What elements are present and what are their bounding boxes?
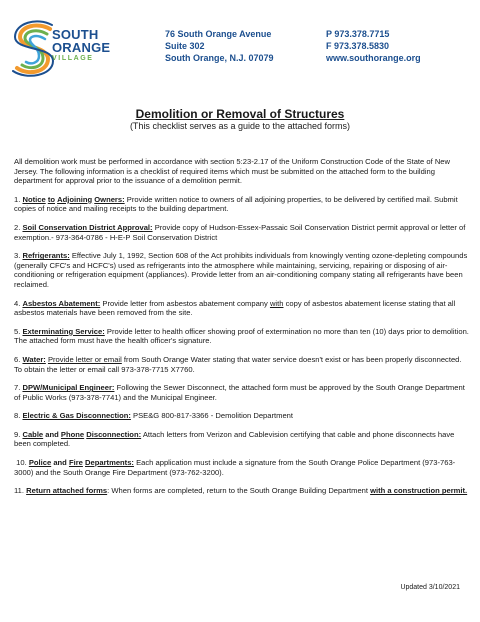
item-text: : When forms are completed, return to the South Orange Building Department xyxy=(107,486,371,496)
item-text: Provide written notice to owners of all adjoining properties, to be delivered by certified mail. Submit copies of notice and mailing receipts to the building department. xyxy=(14,194,458,214)
item-number: 1. xyxy=(14,194,21,204)
item-number: 8. xyxy=(14,411,21,421)
item-label: Phone xyxy=(60,429,85,439)
item-text: Provide letter to health officer showing proof of extermination no more than ten (10) days prior to demolition. The attached form must have the health officer's signature. xyxy=(14,326,469,346)
item-label: Exterminating Service: xyxy=(22,326,105,336)
item-text: Following the Sewer Disconnect, the attached form must be approved by the South Orange Department of Public Works (973-378-7741) and the Municipal Engineer. xyxy=(14,383,465,402)
item-label: and xyxy=(45,429,59,439)
fax-number: F 973.378.5830 xyxy=(326,41,390,51)
checklist-item-water xyxy=(14,355,469,374)
item-text: Attach letters from Verizon and Cablevision certifying that cable and phone disconnects have been completed. xyxy=(14,429,455,449)
document-title: Demolition or Removal of Structures xyxy=(135,107,345,121)
checklist-item-refrigerants xyxy=(14,251,469,289)
item-text: PSE&G 800-817-3366 - Demolition Department xyxy=(133,411,294,421)
item-number: 7. xyxy=(14,383,21,393)
item-label: Return attached forms xyxy=(26,486,108,496)
checklist-item-police-fire xyxy=(14,458,469,477)
item-number: 2. xyxy=(14,222,21,232)
address-block xyxy=(165,28,274,64)
checklist-item-notice xyxy=(14,195,469,214)
item-label: Police xyxy=(28,458,52,468)
checklist-body xyxy=(14,157,469,505)
contact-block xyxy=(326,28,421,64)
item-label: Soil Conservation District Approval: xyxy=(22,222,153,232)
item-label: DPW/Municipal Engineer: xyxy=(22,383,115,393)
logo-line-village: VILLAGE xyxy=(52,55,94,62)
item-number: 9. xyxy=(14,429,21,439)
logo-wordmark xyxy=(52,28,110,62)
address-line-3: South Orange, N.J. 07079 xyxy=(165,53,274,63)
address-line-1: 76 South Orange Avenue xyxy=(165,29,272,39)
item-text-underlined: with xyxy=(269,298,284,308)
item-text: Provide letter from asbestos abatement company xyxy=(102,298,270,308)
intro-paragraph: All demolition work must be performed in accordance with section 5:23-2.17 of the Uniform Construction Code of the State of New Jersey. The following information is a checklist of required items which must be submitted on the attached form to the building department for approval prior to the issuance of a demolition permit. xyxy=(14,157,451,186)
item-label: Fire xyxy=(68,458,83,468)
item-label: Cable xyxy=(22,429,44,439)
item-text: from South Orange Water stating that water service doesn't exist or has been properly disconnected. To obtain the letter or email call 973-378-7715 X7760. xyxy=(14,354,462,374)
checklist-item-return-forms xyxy=(14,486,469,496)
checklist-item-asbestos xyxy=(14,299,469,318)
item-label: Water: xyxy=(22,354,46,364)
website-link[interactable]: www.southorange.org xyxy=(326,53,421,63)
checklist-item-dpw xyxy=(14,383,469,402)
item-text-bold: with a construction permit. xyxy=(370,486,468,496)
item-number: 6. xyxy=(14,354,21,364)
item-label: Electric & Gas Disconnection: xyxy=(22,411,131,421)
item-label: Owners: xyxy=(94,194,125,204)
item-text: Provide copy of Hudson-Essex-Passaic Soil Conservation District permit approval or letter of exemption.- 973-364-0786 - H-E-P Soil Conservation District xyxy=(14,222,466,242)
item-label: Adjoining xyxy=(57,194,93,204)
item-label: to xyxy=(47,194,55,204)
checklist-item-soil xyxy=(14,223,469,242)
updated-date: Updated 3/10/2021 xyxy=(400,584,460,591)
item-number: 4. xyxy=(14,298,21,308)
logo-line-south: SOUTH xyxy=(52,27,99,42)
document-subtitle: (This checklist serves as a guide to the attached forms) xyxy=(129,121,351,131)
item-number: 5. xyxy=(14,326,21,336)
item-text: copy of asbestos abatement license stating that all asbestos materials have been removed from the site. xyxy=(14,298,456,318)
phone-number: P 973.378.7715 xyxy=(326,29,390,39)
item-text-underlined: Provide letter or email xyxy=(47,354,122,364)
item-label: and xyxy=(53,458,67,468)
item-text: Each application must include a signature from the South Orange Police Department (973-763-3000) and the South Orange Fire Department (973-762-3200). xyxy=(14,458,456,477)
checklist-item-cable-phone xyxy=(14,430,469,449)
item-label: Departments: xyxy=(85,458,134,468)
logo-line-orange: ORANGE xyxy=(52,40,111,55)
item-label: Disconnection: xyxy=(86,429,142,439)
item-label: Notice xyxy=(22,194,46,204)
address-line-2: Suite 302 xyxy=(165,41,205,51)
checklist-item-electric-gas xyxy=(14,411,469,421)
item-number: 10. xyxy=(16,458,27,468)
item-label: Refrigerants: xyxy=(22,251,70,261)
checklist-item-exterminating xyxy=(14,327,469,346)
item-number: 11. xyxy=(14,486,24,496)
item-label: Asbestos Abatement: xyxy=(22,298,101,308)
item-number: 3. xyxy=(14,251,21,261)
item-text: Effective July 1, 1992, Section 608 of the Act prohibits individuals from knowingly venting ozone-depleting compounds (generally CFC's and HCFC's) used as refrigerants into the atmosphere while maintaining, servicing, repairing or disposing of air-conditioning or refrigeration equipment (appliances). Provide letter from an air-conditioning company stating all refrigerants have been reclaimed. xyxy=(14,251,468,289)
